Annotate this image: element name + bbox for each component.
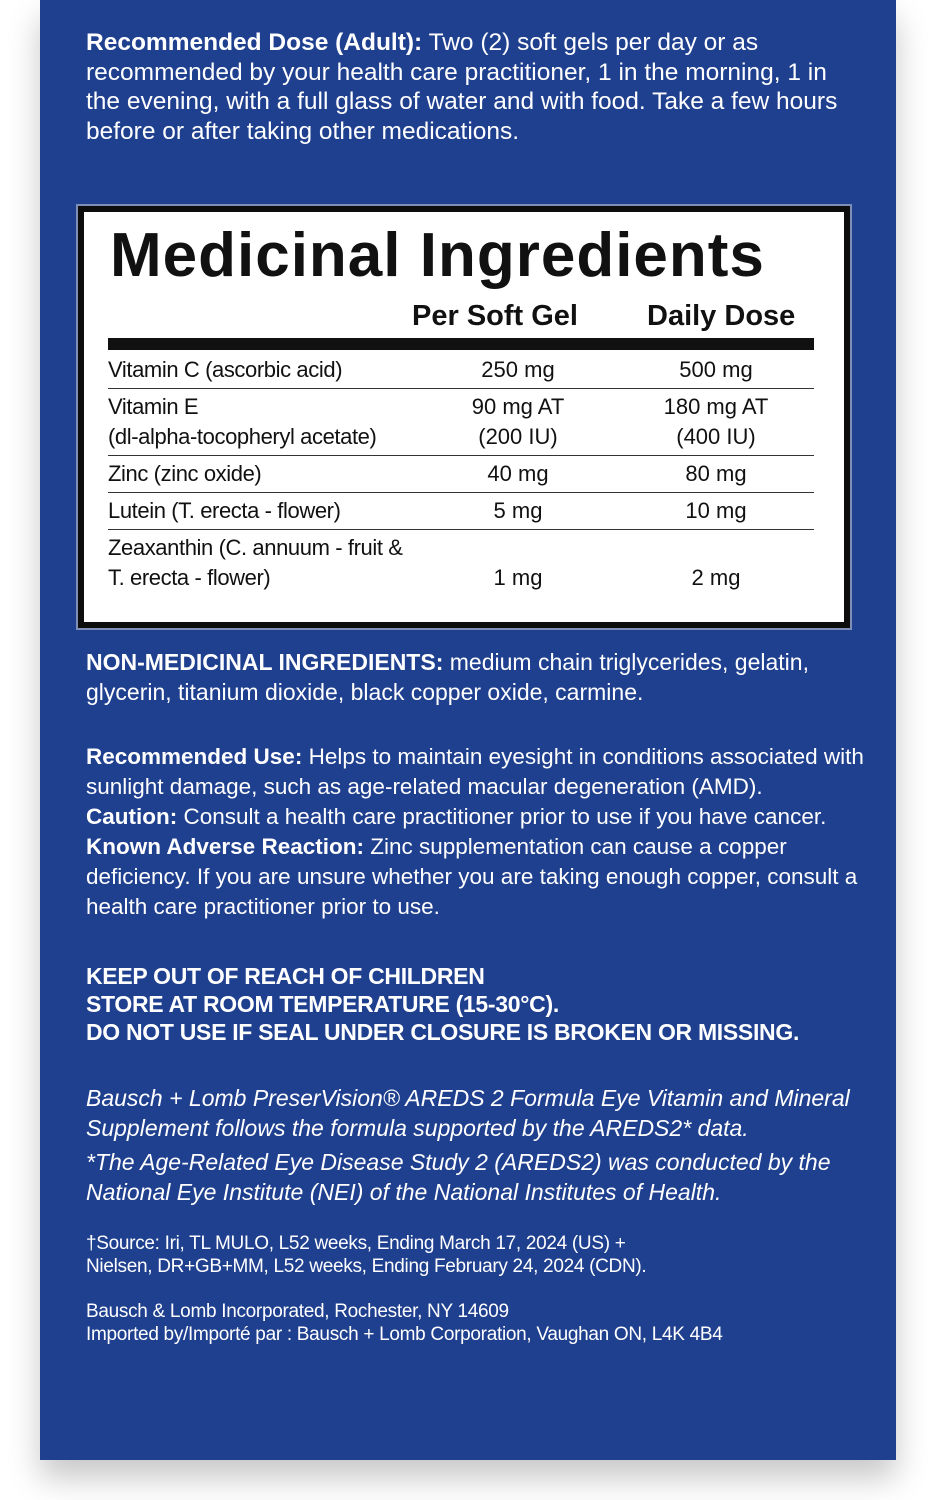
warnings <box>86 962 876 1046</box>
label-panel <box>40 0 896 1460</box>
daily-dose-value: 10 mg <box>685 498 747 523</box>
dose-label: Recommended Dose (Adult): <box>86 29 423 56</box>
per-soft-gel-value: 250 mg <box>481 357 555 382</box>
ingredient-name: Vitamin E <box>108 394 199 419</box>
ingredient-name: Vitamin C (ascorbic acid) <box>108 357 343 382</box>
per-soft-gel-value: 5 mg <box>493 498 543 523</box>
caution <box>86 802 886 832</box>
daily-dose-value: 180 mg AT <box>663 394 769 419</box>
address-line: Imported by/Importé par : Bausch + Lomb Corporation, Vaughan ON, L4K 4B4 <box>86 1324 723 1345</box>
per-soft-gel-value: 1 mg <box>493 565 543 590</box>
column-daily-dose: Daily Dose <box>647 300 796 332</box>
recommended-dose <box>86 28 846 146</box>
use-text: Helps to maintain eyesight in conditions associated with sunlight damage, such as age-related macular degeneration (AMD). <box>86 744 864 799</box>
medicinal-ingredients-table <box>78 206 850 628</box>
source-footnote <box>86 1232 876 1278</box>
table-row <box>108 530 814 597</box>
use-label: Recommended Use: <box>86 744 303 769</box>
non-medicinal-label: NON-MEDICINAL INGREDIENTS: <box>86 649 444 675</box>
dose-text: Two (2) soft gels per day or as recommended by your health care practitioner, 1 in the morning, 1 in the evening, with a full glass of water and with food. Take a few hours before or after taking other medications. <box>86 29 838 145</box>
adverse-label: Known Adverse Reaction: <box>86 834 364 859</box>
manufacturer-address <box>86 1300 876 1346</box>
source-line: Nielsen, DR+GB+MM, L52 weeks, Ending February 24, 2024 (CDN). <box>86 1256 647 1277</box>
source-line: †Source: Iri, TL MULO, L52 weeks, Ending March 17, 2024 (US) + <box>86 1233 626 1254</box>
table-row <box>108 352 814 389</box>
daily-dose-value: 2 mg <box>691 565 741 590</box>
warning-line: DO NOT USE IF SEAL UNDER CLOSURE IS BROKEN OR MISSING. <box>86 1019 800 1045</box>
ingredient-source: T. erecta - flower) <box>108 565 271 590</box>
warning-line: STORE AT ROOM TEMPERATURE (15-30°C). <box>86 991 559 1017</box>
adverse-text: Zinc supplementation can cause a copper deficiency. If you are unsure whether you are taking enough copper, consult a health care practitioner prior to use. <box>86 834 858 919</box>
ingredients-grid <box>108 352 814 596</box>
areds-formula-text: Bausch + Lomb PreserVision® AREDS 2 Formula Eye Vitamin and Mineral Supplement follows the formula supported by the AREDS2* data. <box>86 1085 850 1141</box>
ingredients-title: Medicinal Ingredients <box>110 221 765 290</box>
areds-statement <box>86 1083 866 1207</box>
table-row <box>108 456 814 493</box>
usage-section <box>86 742 886 922</box>
per-soft-gel-iu: (200 IU) <box>478 424 558 449</box>
areds-study-footnote: *The Age-Related Eye Disease Study 2 (AREDS2) was conducted by the National Eye Institute (NEI) of the National Institutes of Health. <box>86 1149 831 1205</box>
warning-line: KEEP OUT OF REACH OF CHILDREN <box>86 963 485 989</box>
address-line: Bausch & Lomb Incorporated, Rochester, NY 14609 <box>86 1301 509 1322</box>
recommended-use <box>86 742 886 802</box>
non-medicinal-text: medium chain triglycerides, gelatin, glycerin, titanium dioxide, black copper oxide, carmine. <box>86 649 809 705</box>
table-row <box>108 493 814 530</box>
daily-dose-value: 500 mg <box>679 357 753 382</box>
daily-dose-iu: (400 IU) <box>676 424 756 449</box>
caution-text: Consult a health care practitioner prior to use if you have cancer. <box>177 804 827 829</box>
ingredient-name: Lutein (T. erecta - flower) <box>108 498 341 523</box>
ingredient-name: Zeaxanthin (C. annuum - fruit & <box>108 535 403 560</box>
per-soft-gel-value: 90 mg AT <box>471 394 565 419</box>
non-medicinal-ingredients <box>86 648 876 707</box>
header-rule <box>108 338 814 350</box>
daily-dose-value: 80 mg <box>685 461 747 486</box>
column-per-soft-gel: Per Soft Gel <box>412 300 578 332</box>
table-row <box>108 389 814 456</box>
ingredient-name: Zinc (zinc oxide) <box>108 461 262 486</box>
ingredient-source: (dl-alpha-tocopheryl acetate) <box>108 424 377 449</box>
adverse-reaction <box>86 832 886 922</box>
caution-label: Caution: <box>86 804 178 829</box>
per-soft-gel-value: 40 mg <box>487 461 549 486</box>
